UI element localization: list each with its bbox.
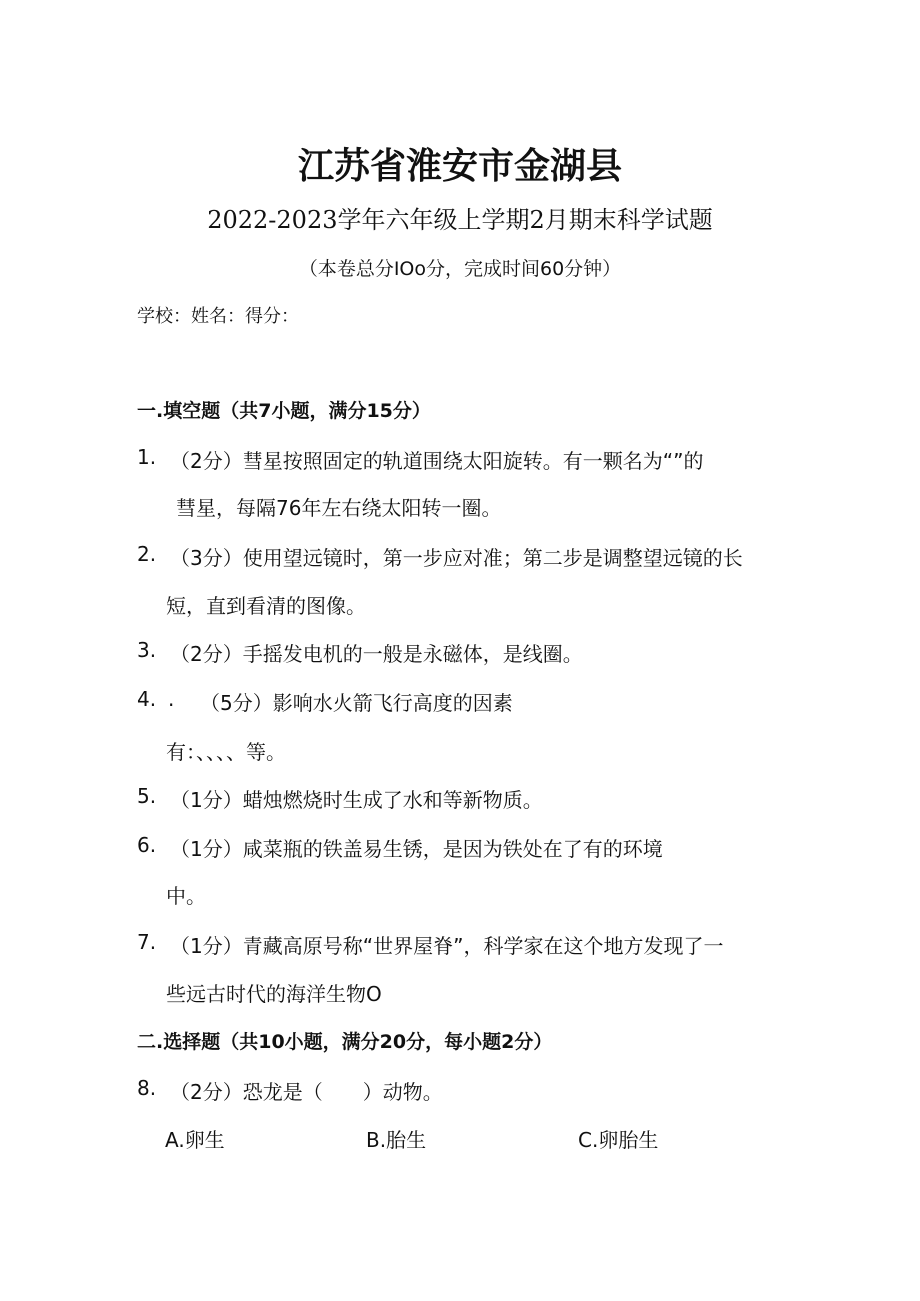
question-number: 2. bbox=[137, 542, 157, 566]
question-text: （2分）手摇发电机的一般是永磁体，是线圈。 bbox=[170, 642, 583, 666]
question-number: 4. bbox=[137, 687, 157, 711]
question-number: 7. bbox=[137, 930, 157, 954]
question-text: （1分）咸菜瓶的铁盖易生锈，是因为铁处在了有的环境 bbox=[170, 837, 663, 861]
option-c: C.卵胎生 bbox=[578, 1128, 659, 1152]
question-text: （3分）使用望远镜时，第一步应对准；第二步是调整望远镜的长 bbox=[170, 546, 743, 570]
question-text: （1分）蜡烛燃烧时生成了水和等新物质。 bbox=[170, 788, 543, 812]
question-text: （2分）恐龙是（ ）动物。 bbox=[170, 1080, 443, 1104]
student-info: 学校：姓名：得分： bbox=[137, 306, 299, 327]
question-text-cont: 彗星，每隔76年左右绕太阳转一圈。 bbox=[176, 496, 502, 520]
exam-subtitle: 2022-2023学年六年级上学期2月期末科学试题 bbox=[207, 206, 713, 234]
section-fill-heading: 一.填空题（共7小题，满分15分） bbox=[137, 400, 431, 422]
section-choice-heading: 二.选择题（共10小题，满分20分，每小题2分） bbox=[137, 1031, 553, 1053]
question-number: 6. bbox=[137, 833, 157, 857]
exam-note: （本卷总分IOo分，完成时间60分钟） bbox=[298, 258, 622, 280]
option-b: B.胎生 bbox=[366, 1128, 427, 1152]
question-text: （5分）影响水火箭飞行高度的因素 bbox=[200, 691, 513, 715]
question-text-cont: 有：、、、、等。 bbox=[166, 740, 286, 764]
option-a: A.卵生 bbox=[165, 1128, 225, 1152]
question-text-cont: 些远古时代的海洋生物O bbox=[166, 982, 382, 1006]
question-number: 8. bbox=[137, 1076, 157, 1100]
question-text: （1分）青藏高原号称“世界屋脊”，科学家在这个地方发现了一 bbox=[170, 934, 724, 958]
question-text-cont: 中。 bbox=[166, 884, 206, 908]
question-text-cont: 短，直到看清的图像。 bbox=[166, 594, 366, 618]
page-title: 江苏省淮安市金湖县 bbox=[297, 146, 622, 187]
question-number: 1. bbox=[137, 445, 157, 469]
question-dot: . bbox=[168, 687, 175, 711]
question-number: 3. bbox=[137, 638, 157, 662]
question-number: 5. bbox=[137, 784, 157, 808]
question-text: （2分）彗星按照固定的轨道围绕太阳旋转。有一颗名为“”的 bbox=[170, 449, 704, 473]
